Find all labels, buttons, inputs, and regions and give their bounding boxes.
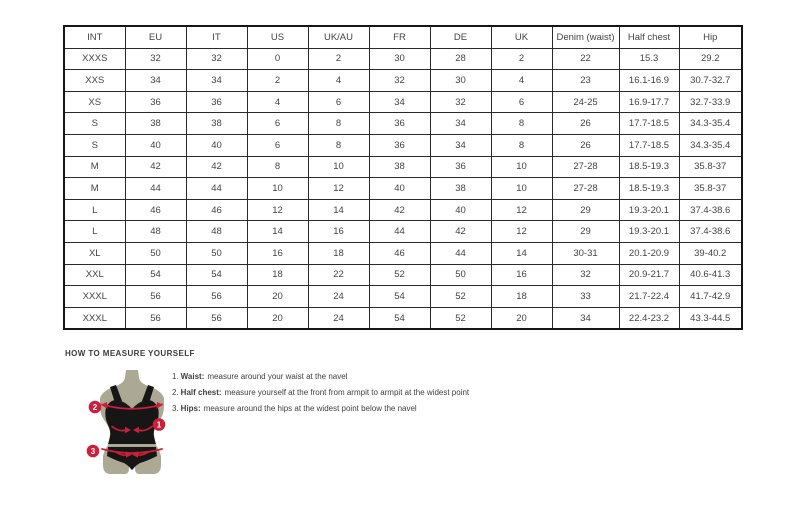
size-value-cell: 27-28 <box>552 178 619 200</box>
measure-steps <box>172 369 612 417</box>
size-value-cell: 46 <box>186 199 247 221</box>
step-text: measure around the hips at the widest point below the navel <box>203 404 417 413</box>
size-value-cell: 19.3-20.1 <box>619 199 679 221</box>
size-label-cell: S <box>64 113 125 135</box>
step-text: measure around your waist at the navel <box>207 372 348 381</box>
size-row <box>64 221 742 243</box>
size-value-cell: 44 <box>430 242 491 264</box>
size-value-cell: 34 <box>369 91 430 113</box>
size-value-cell: 36 <box>125 91 186 113</box>
size-value-cell: 40.6-41.3 <box>679 264 742 286</box>
size-value-cell: 18 <box>247 264 308 286</box>
size-value-cell: 34 <box>430 134 491 156</box>
size-value-cell: 8 <box>491 113 552 135</box>
step-number: 3. <box>172 404 179 413</box>
size-value-cell: 14 <box>247 221 308 243</box>
size-value-cell: 23 <box>552 70 619 92</box>
size-value-cell: 28 <box>430 48 491 70</box>
column-header: FR <box>369 26 430 48</box>
size-value-cell: 12 <box>491 199 552 221</box>
size-label-cell: L <box>64 199 125 221</box>
size-value-cell: 36 <box>369 134 430 156</box>
size-value-cell: 10 <box>491 178 552 200</box>
size-value-cell: 48 <box>186 221 247 243</box>
size-value-cell: 38 <box>369 156 430 178</box>
size-value-cell: 32 <box>186 48 247 70</box>
step-label: Half chest: <box>180 388 222 397</box>
size-value-cell: 10 <box>247 178 308 200</box>
column-header: INT <box>64 26 125 48</box>
size-value-cell: 54 <box>125 264 186 286</box>
size-value-cell: 36 <box>186 91 247 113</box>
size-value-cell: 4 <box>308 70 369 92</box>
size-chart-section <box>63 25 743 330</box>
size-value-cell: 20 <box>247 307 308 329</box>
size-value-cell: 34 <box>125 70 186 92</box>
size-value-cell: 48 <box>125 221 186 243</box>
column-header: Denim (waist) <box>552 26 619 48</box>
step-label: Waist: <box>180 372 205 381</box>
size-value-cell: 8 <box>308 134 369 156</box>
size-value-cell: 42 <box>369 199 430 221</box>
size-value-cell: 41.7-42.9 <box>679 286 742 308</box>
size-value-cell: 26 <box>552 113 619 135</box>
column-header: EU <box>125 26 186 48</box>
size-value-cell: 32 <box>430 91 491 113</box>
size-value-cell: 10 <box>491 156 552 178</box>
size-value-cell: 32 <box>125 48 186 70</box>
size-value-cell: 6 <box>247 134 308 156</box>
size-value-cell: 27-28 <box>552 156 619 178</box>
measure-step-hips <box>172 401 612 417</box>
size-row <box>64 91 742 113</box>
hips-badge-number: 3 <box>90 447 96 456</box>
size-value-cell: 29.2 <box>679 48 742 70</box>
size-label-cell: XXXS <box>64 48 125 70</box>
size-value-cell: 34 <box>186 70 247 92</box>
size-value-cell: 52 <box>430 286 491 308</box>
size-value-cell: 34 <box>430 113 491 135</box>
size-value-cell: 40 <box>369 178 430 200</box>
size-label-cell: XXS <box>64 70 125 92</box>
size-value-cell: 32 <box>369 70 430 92</box>
size-value-cell: 33 <box>552 286 619 308</box>
size-value-cell: 30.7-32.7 <box>679 70 742 92</box>
size-row <box>64 134 742 156</box>
size-value-cell: 54 <box>369 307 430 329</box>
size-value-cell: 16.9-17.7 <box>619 91 679 113</box>
size-value-cell: 10 <box>308 156 369 178</box>
size-value-cell: 50 <box>430 264 491 286</box>
size-value-cell: 6 <box>308 91 369 113</box>
size-value-cell: 50 <box>186 242 247 264</box>
measure-step-waist <box>172 369 612 385</box>
size-value-cell: 21.7-22.4 <box>619 286 679 308</box>
size-label-cell: S <box>64 134 125 156</box>
size-value-cell: 29 <box>552 221 619 243</box>
size-row <box>64 264 742 286</box>
size-value-cell: 19.3-20.1 <box>619 221 679 243</box>
size-value-cell: 54 <box>369 286 430 308</box>
size-value-cell: 43.3-44.5 <box>679 307 742 329</box>
size-row <box>64 199 742 221</box>
size-value-cell: 38 <box>125 113 186 135</box>
column-header: UK <box>491 26 552 48</box>
size-label-cell: L <box>64 221 125 243</box>
size-value-cell: 35.8-37 <box>679 156 742 178</box>
size-row <box>64 307 742 329</box>
size-value-cell: 14 <box>491 242 552 264</box>
size-value-cell: 29 <box>552 199 619 221</box>
column-header: DE <box>430 26 491 48</box>
column-header: US <box>247 26 308 48</box>
size-value-cell: 26 <box>552 134 619 156</box>
size-value-cell: 32 <box>552 264 619 286</box>
size-value-cell: 42 <box>125 156 186 178</box>
size-row <box>64 178 742 200</box>
size-label-cell: XXXL <box>64 307 125 329</box>
size-value-cell: 8 <box>247 156 308 178</box>
size-label-cell: M <box>64 178 125 200</box>
size-value-cell: 44 <box>125 178 186 200</box>
size-value-cell: 17.7-18.5 <box>619 113 679 135</box>
size-value-cell: 50 <box>125 242 186 264</box>
size-value-cell: 52 <box>369 264 430 286</box>
size-value-cell: 12 <box>247 199 308 221</box>
size-value-cell: 32.7-33.9 <box>679 91 742 113</box>
column-header: IT <box>186 26 247 48</box>
size-value-cell: 39-40.2 <box>679 242 742 264</box>
size-value-cell: 56 <box>125 307 186 329</box>
size-value-cell: 24 <box>308 286 369 308</box>
size-value-cell: 20 <box>247 286 308 308</box>
size-value-cell: 44 <box>186 178 247 200</box>
how-to-measure-section <box>65 349 625 456</box>
step-number: 2. <box>172 388 179 397</box>
size-value-cell: 38 <box>430 178 491 200</box>
size-label-cell: XS <box>64 91 125 113</box>
size-value-cell: 30 <box>430 70 491 92</box>
size-label-cell: XL <box>64 242 125 264</box>
size-label-cell: XXXL <box>64 286 125 308</box>
size-value-cell: 0 <box>247 48 308 70</box>
size-row <box>64 242 742 264</box>
size-value-cell: 24-25 <box>552 91 619 113</box>
size-value-cell: 4 <box>247 91 308 113</box>
step-text: measure yourself at the front from armpit to armpit at the widest point <box>224 388 470 397</box>
size-value-cell: 46 <box>125 199 186 221</box>
size-value-cell: 34.3-35.4 <box>679 134 742 156</box>
size-value-cell: 20.1-20.9 <box>619 242 679 264</box>
size-value-cell: 56 <box>125 286 186 308</box>
size-label-cell: XXL <box>64 264 125 286</box>
size-value-cell: 42 <box>430 221 491 243</box>
measurement-figure-illustration <box>82 368 182 482</box>
size-value-cell: 22.4-23.2 <box>619 307 679 329</box>
size-value-cell: 46 <box>369 242 430 264</box>
size-value-cell: 20.9-21.7 <box>619 264 679 286</box>
size-value-cell: 54 <box>186 264 247 286</box>
size-value-cell: 8 <box>308 113 369 135</box>
size-value-cell: 16 <box>308 221 369 243</box>
column-header: Half chest <box>619 26 679 48</box>
size-value-cell: 36 <box>369 113 430 135</box>
size-value-cell: 36 <box>430 156 491 178</box>
size-row <box>64 70 742 92</box>
size-value-cell: 30-31 <box>552 242 619 264</box>
measure-step-half-chest <box>172 385 612 401</box>
size-value-cell: 6 <box>491 91 552 113</box>
column-header: Hip <box>679 26 742 48</box>
size-value-cell: 14 <box>308 199 369 221</box>
header-row <box>64 26 742 48</box>
size-value-cell: 20 <box>491 307 552 329</box>
size-value-cell: 44 <box>369 221 430 243</box>
size-value-cell: 40 <box>186 134 247 156</box>
size-row <box>64 286 742 308</box>
size-value-cell: 56 <box>186 307 247 329</box>
size-value-cell: 17.7-18.5 <box>619 134 679 156</box>
size-value-cell: 34.3-35.4 <box>679 113 742 135</box>
size-value-cell: 40 <box>125 134 186 156</box>
size-value-cell: 18 <box>491 286 552 308</box>
size-value-cell: 4 <box>491 70 552 92</box>
size-value-cell: 37.4-38.6 <box>679 221 742 243</box>
measure-heading: HOW TO MEASURE YOURSELF <box>65 349 195 358</box>
size-value-cell: 12 <box>491 221 552 243</box>
size-value-cell: 18.5-19.3 <box>619 178 679 200</box>
mannequin-figure-icon <box>82 368 182 482</box>
size-value-cell: 8 <box>491 134 552 156</box>
size-value-cell: 18 <box>308 242 369 264</box>
size-value-cell: 42 <box>186 156 247 178</box>
size-row <box>64 113 742 135</box>
size-chart-table <box>63 25 743 330</box>
size-value-cell: 22 <box>552 48 619 70</box>
size-row <box>64 156 742 178</box>
size-value-cell: 24 <box>308 307 369 329</box>
size-value-cell: 35.8-37 <box>679 178 742 200</box>
step-number: 1. <box>172 372 179 381</box>
size-value-cell: 16 <box>247 242 308 264</box>
size-value-cell: 16.1-16.9 <box>619 70 679 92</box>
size-value-cell: 34 <box>552 307 619 329</box>
size-value-cell: 15.3 <box>619 48 679 70</box>
half-chest-badge-number: 2 <box>92 403 98 412</box>
size-value-cell: 56 <box>186 286 247 308</box>
size-value-cell: 18.5-19.3 <box>619 156 679 178</box>
size-value-cell: 52 <box>430 307 491 329</box>
size-value-cell: 16 <box>491 264 552 286</box>
size-value-cell: 37.4-38.6 <box>679 199 742 221</box>
size-value-cell: 22 <box>308 264 369 286</box>
size-value-cell: 12 <box>308 178 369 200</box>
step-label: Hips: <box>180 404 201 413</box>
size-value-cell: 40 <box>430 199 491 221</box>
size-value-cell: 2 <box>308 48 369 70</box>
size-value-cell: 30 <box>369 48 430 70</box>
size-value-cell: 6 <box>247 113 308 135</box>
size-value-cell: 2 <box>247 70 308 92</box>
column-header: UK/AU <box>308 26 369 48</box>
size-value-cell: 38 <box>186 113 247 135</box>
waist-badge-number: 1 <box>156 420 162 430</box>
size-value-cell: 2 <box>491 48 552 70</box>
size-label-cell: M <box>64 156 125 178</box>
size-row <box>64 48 742 70</box>
